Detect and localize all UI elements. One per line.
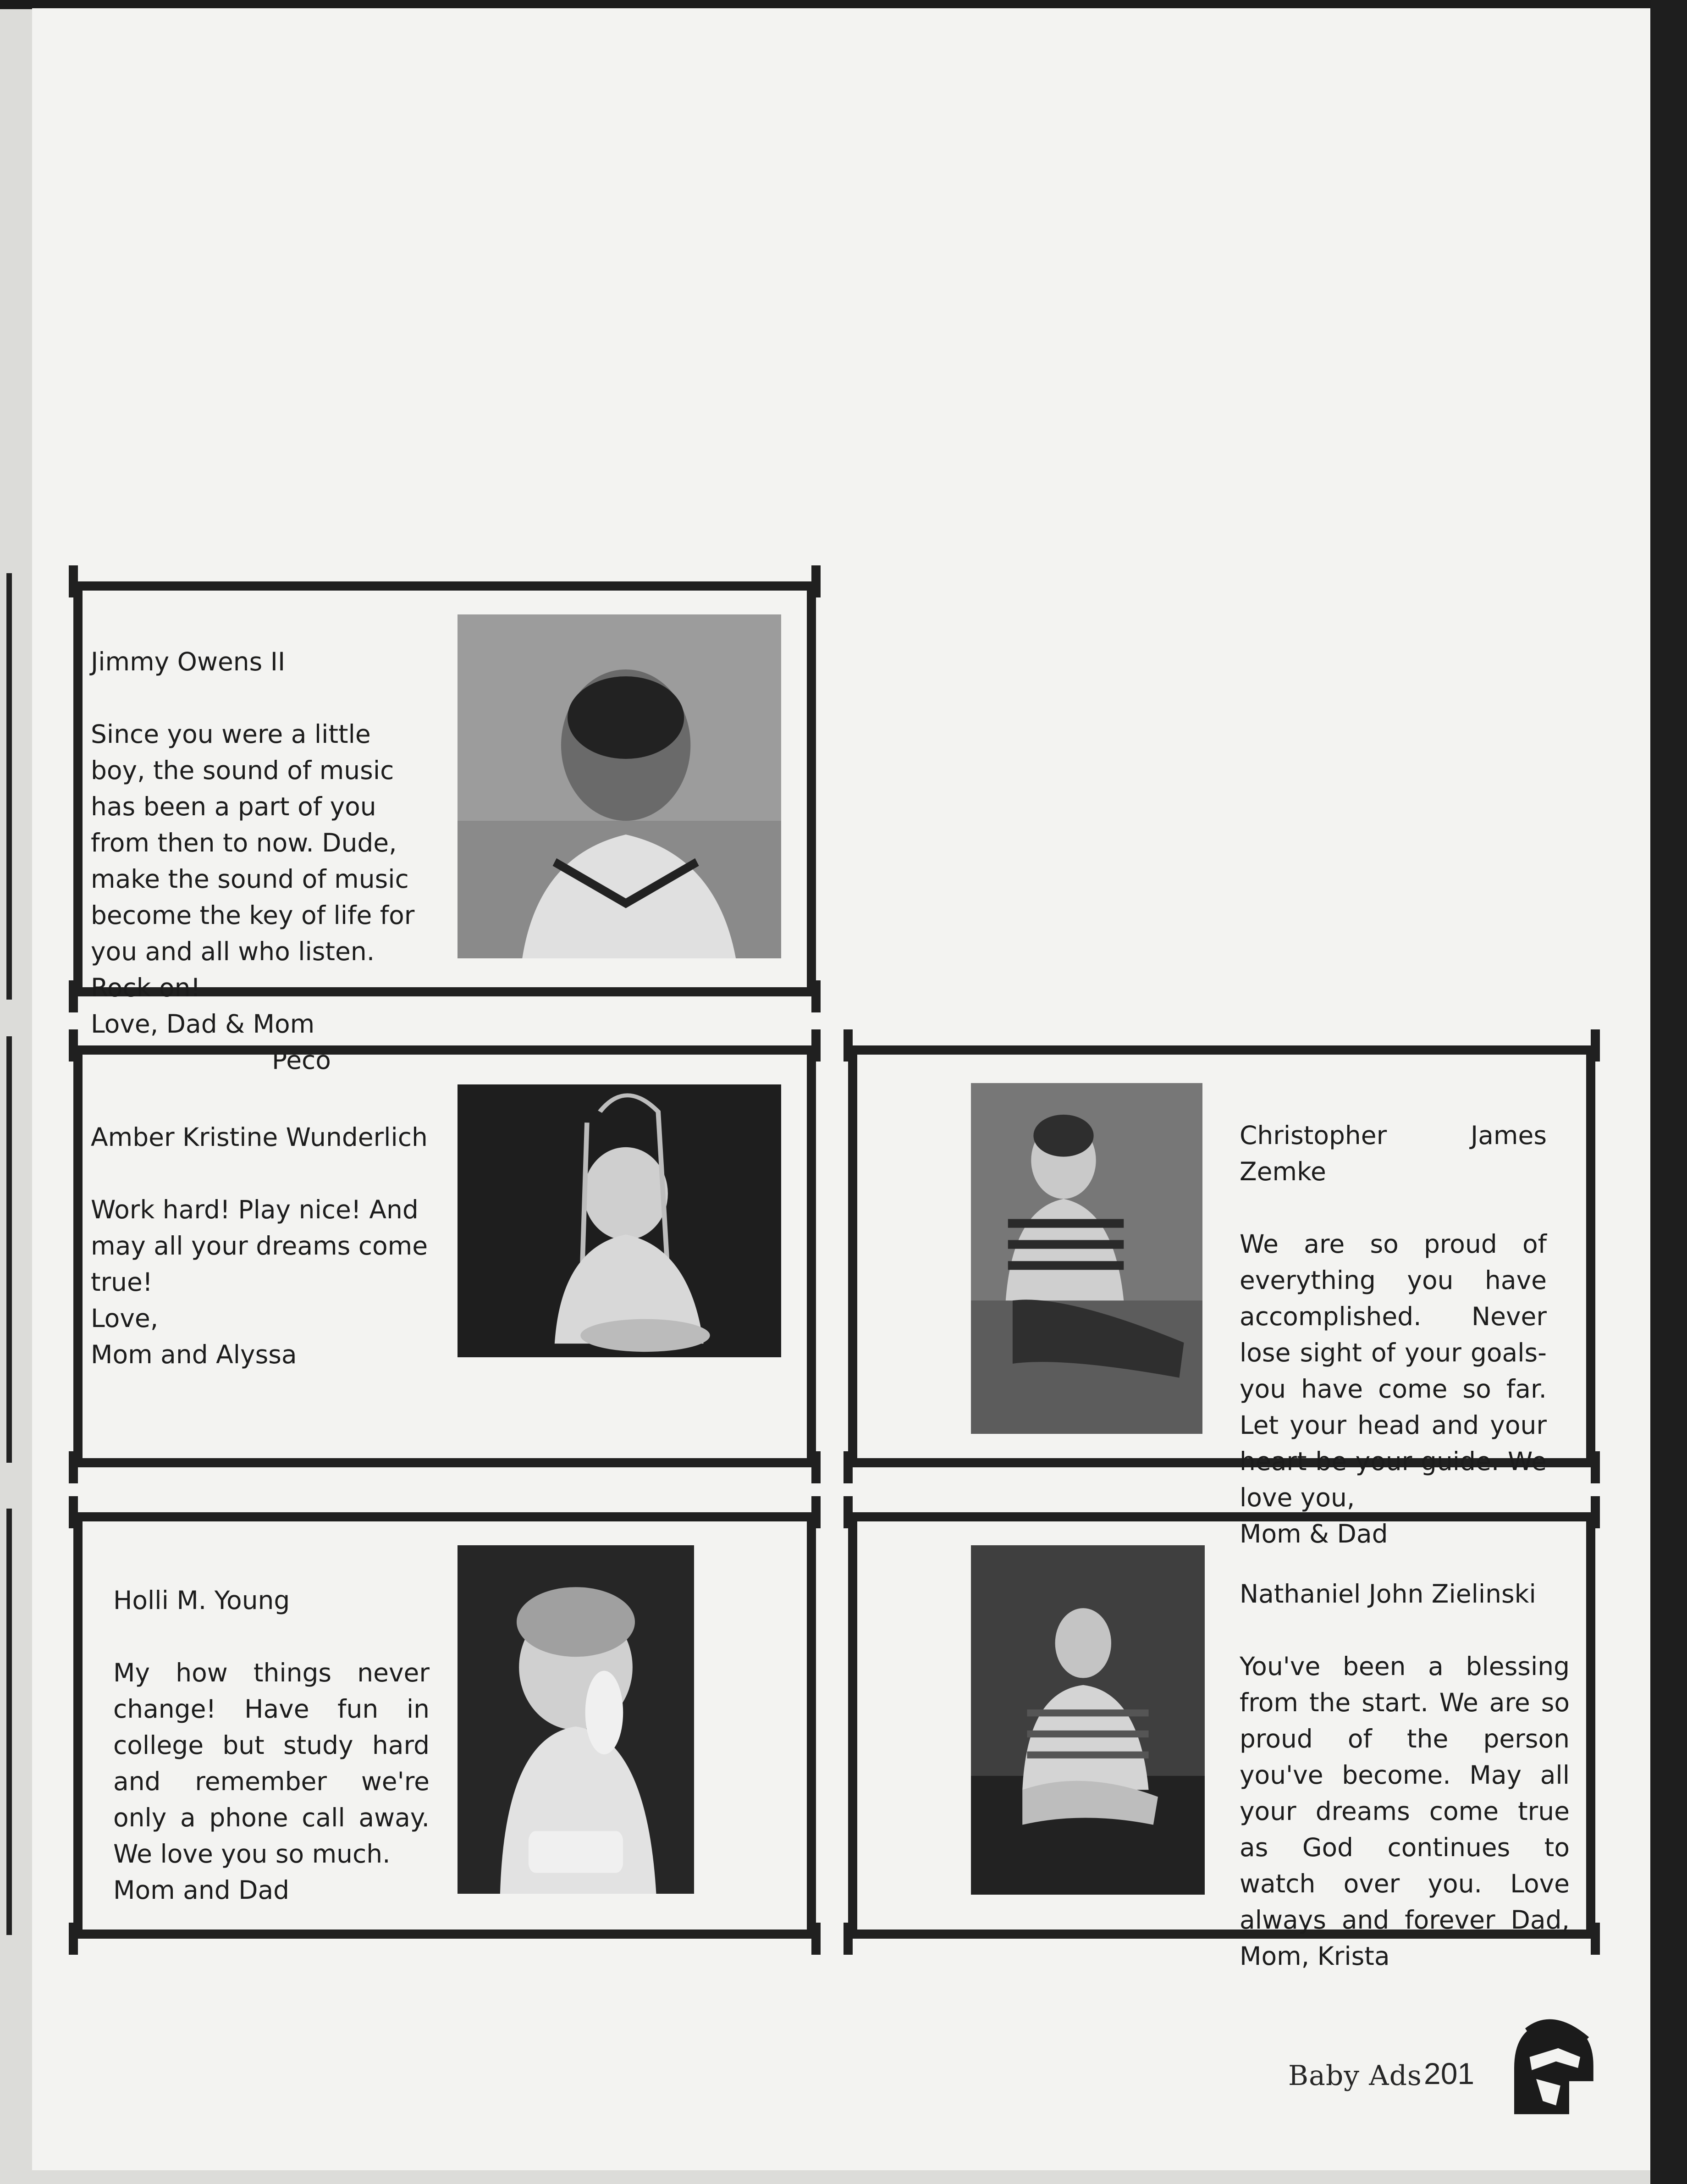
baby-photo-icon [971, 1545, 1205, 1895]
frame-corner-mark [1591, 1451, 1600, 1483]
frame-corner-mark [811, 980, 821, 1012]
ad-message: We are so proud of everything you have accomplished. Never lose sight of your goals- you have come so far. Let your head and your heart be your guide. We love you, Mom & Dad [1240, 1229, 1547, 1548]
frame-corner-mark [1591, 1496, 1600, 1528]
frame-corner-mark [69, 565, 78, 597]
ad-name: Amber Kristine Wunderlich [91, 1122, 428, 1152]
ad-message: You've been a blessing from the start. We are so proud of the person you've become. May all your dreams come true as God continues to watch over you. Love always and forever Dad, Mom, Krista [1240, 1652, 1570, 1971]
page-top-edge [0, 0, 1687, 9]
ad-text [113, 1546, 430, 1908]
baby-photo-icon [458, 1084, 781, 1357]
ad-text [91, 608, 430, 1115]
ad-message: My how things never change! Have fun in college but study hard and remember we're only a phone call away. We love you so much. Mom and Dad [113, 1658, 430, 1905]
frame-corner-mark [844, 1496, 853, 1528]
ad-message: Since you were a little boy, the sound of music has been a part of you from then to now. Dude, make the sound of music become the key of life for you and all who listen. Rock on! Love, Dad & Mom [91, 719, 415, 1039]
frame-corner-mark [1591, 1923, 1600, 1955]
frame-corner-mark [69, 1496, 78, 1528]
frame-corner-mark [69, 1029, 78, 1062]
frame-corner-mark [844, 1451, 853, 1483]
ad-name: Jimmy Owens II [91, 647, 286, 676]
page-binding-edge [1650, 0, 1687, 2184]
section-label: Baby Ads [1288, 2060, 1422, 2092]
baby-photo-icon [971, 1083, 1202, 1434]
frame-corner-mark [811, 1451, 821, 1483]
frame-corner-mark [811, 1029, 821, 1062]
frame-corner-mark [811, 1496, 821, 1528]
frame-corner-mark [69, 1923, 78, 1955]
ad-message: Work hard! Play nice! And may all your dreams come true! Love, Mom and Alyssa [91, 1195, 428, 1369]
spine-mark [6, 573, 12, 1000]
baby-photo-icon [458, 614, 781, 958]
frame-corner-mark [811, 1923, 821, 1955]
spine-mark [6, 1509, 12, 1935]
frame-corner-mark [811, 565, 821, 597]
ad-text [1240, 1540, 1570, 1974]
ad-name: Christopher James Zemke [1240, 1121, 1547, 1186]
spine-mark [6, 1036, 12, 1463]
ad-name: Nathaniel John Zielinski [1240, 1579, 1536, 1609]
ad-signature: Peco [272, 1045, 331, 1075]
spartan-helmet-icon [1492, 2011, 1602, 2125]
frame-corner-mark [69, 1451, 78, 1483]
ad-text [91, 1083, 430, 1373]
page-number: 201 [1424, 2057, 1475, 2090]
frame-corner-mark [844, 1029, 853, 1062]
ad-name: Holli M. Young [113, 1586, 290, 1615]
frame-corner-mark [844, 1923, 853, 1955]
baby-photo-icon [458, 1545, 694, 1894]
ad-text [1240, 1081, 1547, 1552]
frame-corner-mark [69, 980, 78, 1012]
frame-corner-mark [1591, 1029, 1600, 1062]
